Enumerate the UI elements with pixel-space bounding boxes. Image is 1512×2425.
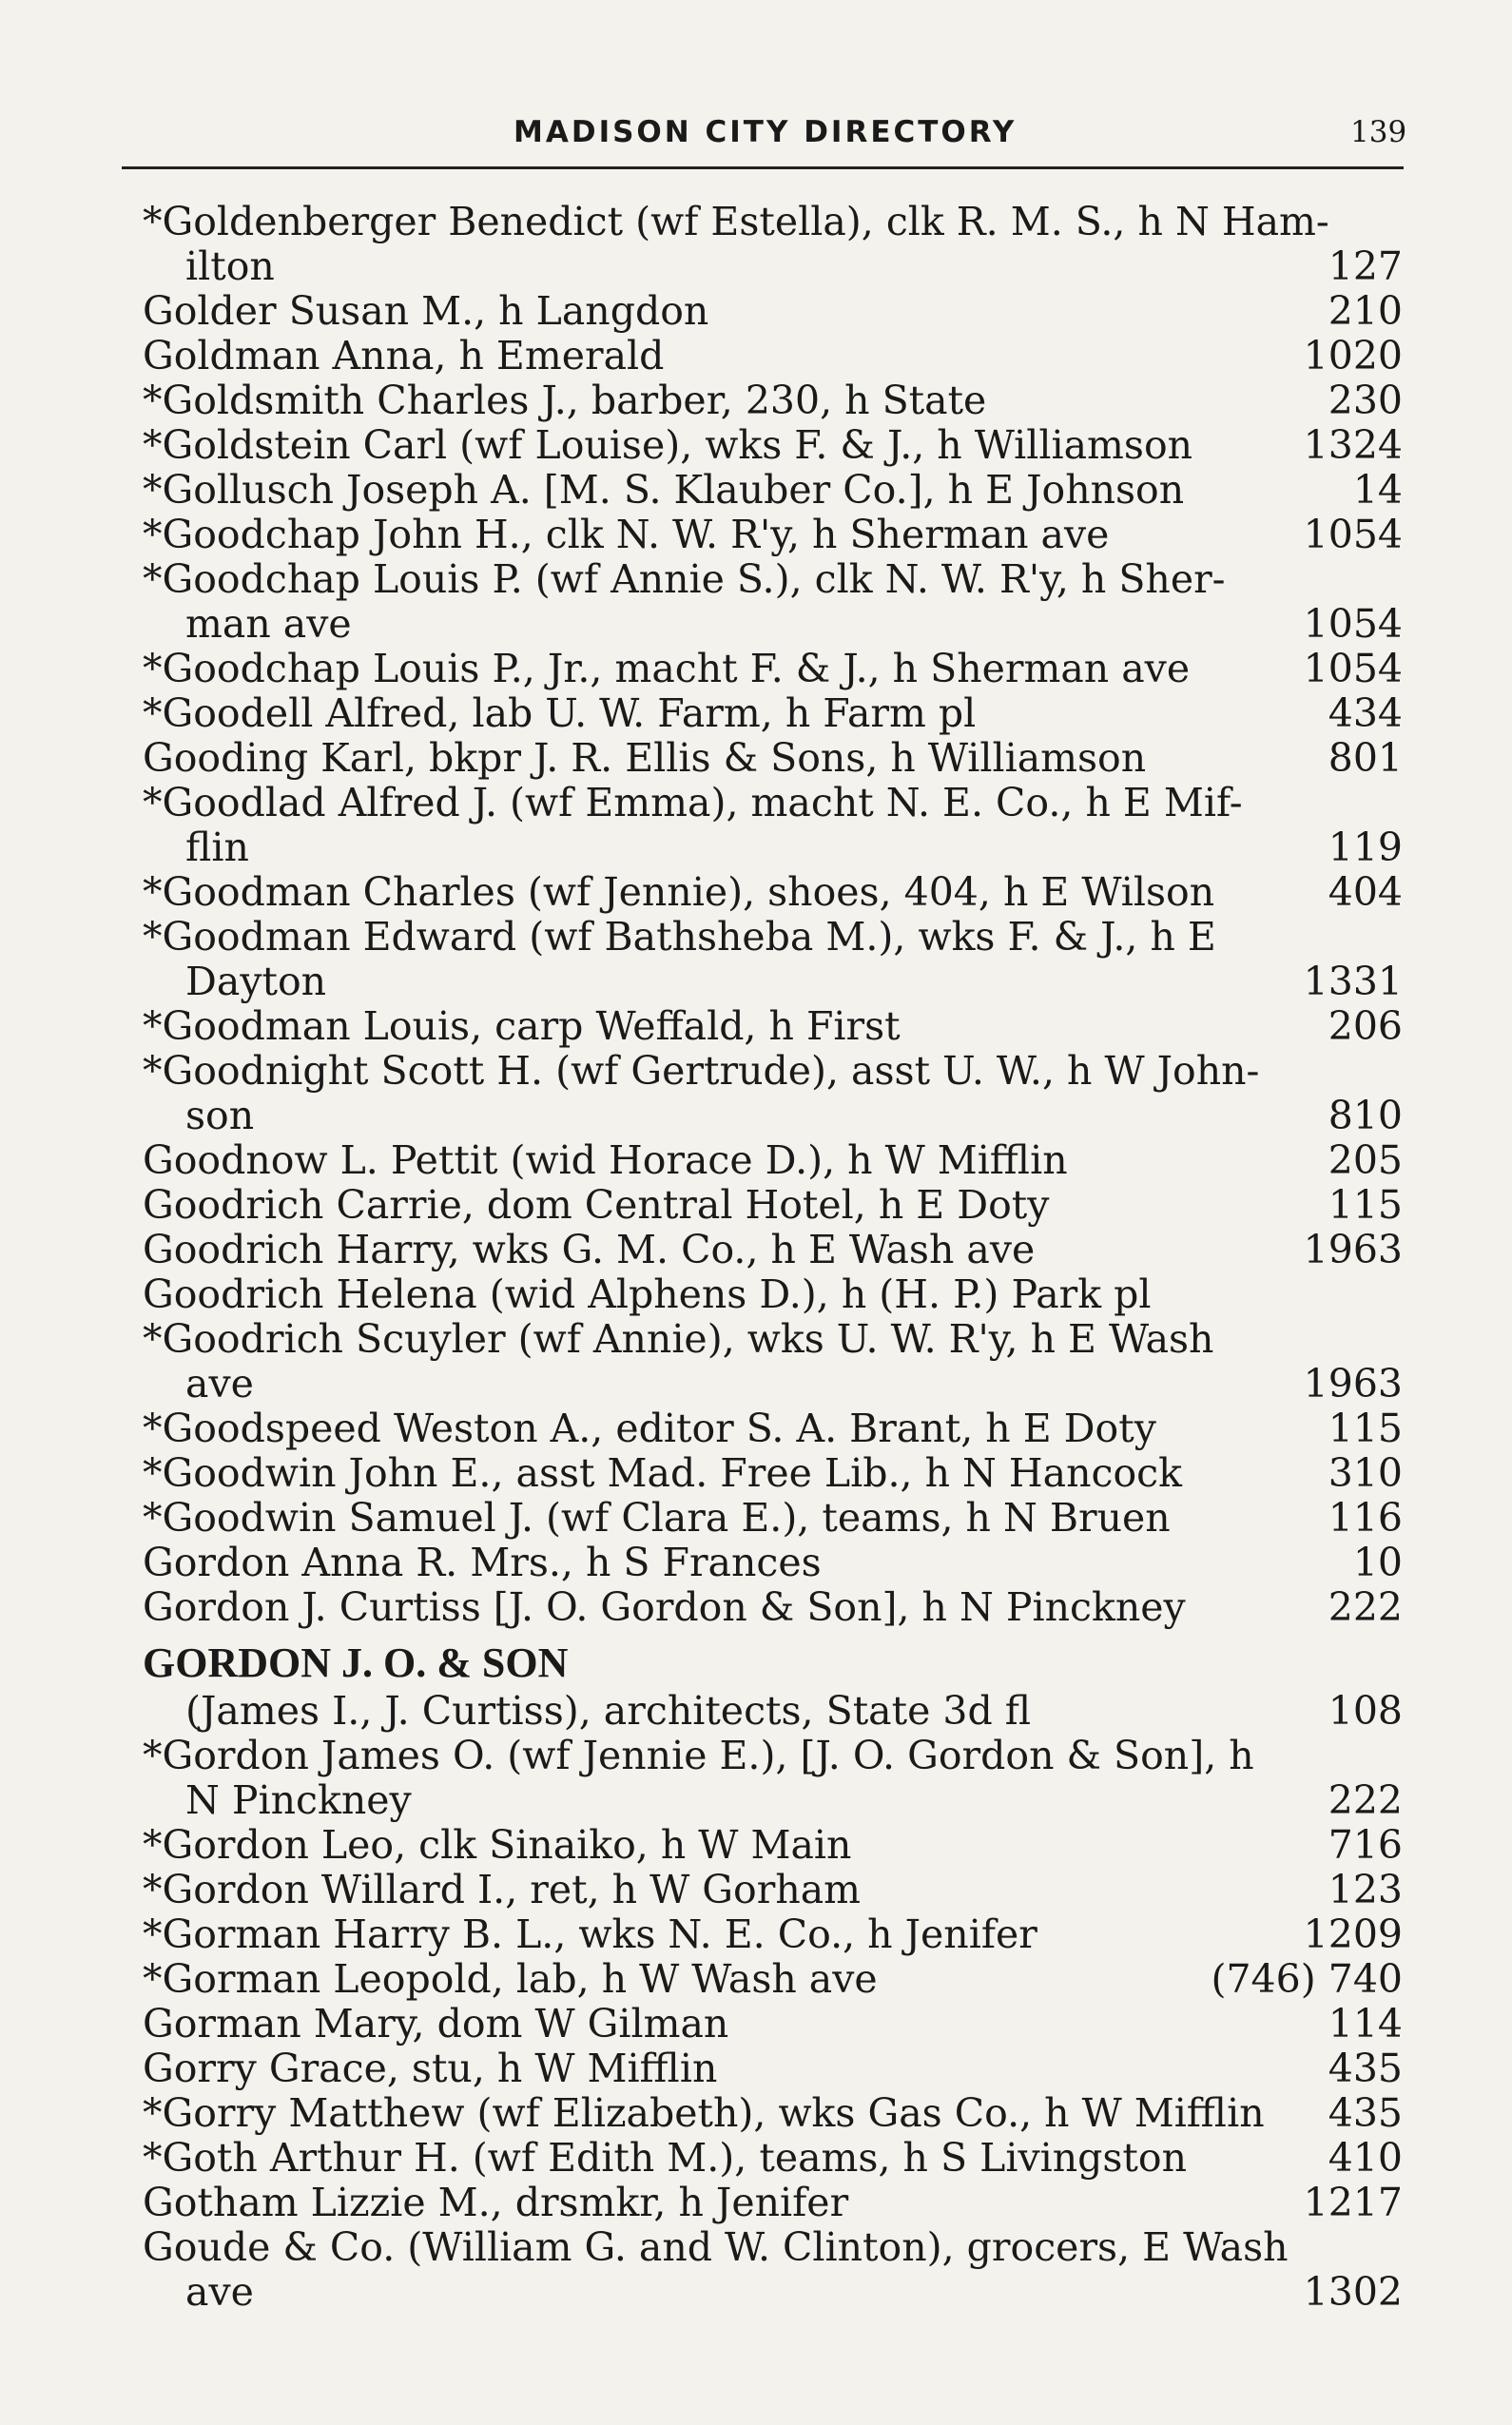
house-number: 1054: [1303, 646, 1403, 691]
house-number: 410: [1328, 2135, 1403, 2181]
entry-text: flin: [185, 824, 249, 870]
directory-entry: [0, 1004, 1512, 1049]
entry-line: [0, 557, 1512, 602]
entry-line: [0, 200, 1512, 244]
directory-entry: [0, 1138, 1512, 1183]
directory-entry: [0, 2136, 1512, 2181]
directory-entry: [0, 1912, 1512, 1957]
entry-line: [0, 602, 1512, 647]
directory-entry: [0, 2181, 1512, 2225]
directory-entry: [0, 736, 1512, 781]
entry-text: *Goodwin John E., asst Mad. Free Lib., h N Hancock: [143, 1450, 1182, 1496]
entry-text: *Goodchap Louis P., Jr., macht F. & J., h Sherman ave: [143, 646, 1191, 691]
entry-line: [0, 468, 1512, 513]
entry-line: [0, 1689, 1512, 1734]
page-header: [0, 109, 1512, 166]
directory-entry: [0, 1183, 1512, 1228]
entry-line: [0, 1585, 1512, 1630]
entry-text: *Goodspeed Weston A., editor S. A. Brant, h E Doty: [143, 1406, 1156, 1451]
entry-text: *Goodrich Scuyler (wf Annie), wks U. W. R'y, h E Wash: [143, 1316, 1214, 1362]
entry-line: [0, 2136, 1512, 2181]
house-number: 108: [1328, 1688, 1403, 1734]
house-number: 114: [1328, 2001, 1403, 2047]
directory-entry: [0, 1868, 1512, 1912]
entry-text: *Gorman Leopold, lab, h W Wash ave: [143, 1956, 878, 2002]
entry-line: [0, 1734, 1512, 1778]
entry-line: [0, 915, 1512, 960]
entry-text: Dayton: [185, 959, 327, 1004]
directory-entry: [0, 1541, 1512, 1585]
directory-entry: [0, 691, 1512, 736]
house-number: 115: [1328, 1182, 1403, 1228]
entry-line: [0, 960, 1512, 1004]
entry-line: [0, 1317, 1512, 1362]
entry-line: [0, 1823, 1512, 1868]
house-number: 801: [1328, 735, 1403, 781]
entry-text: Gordon Anna R. Mrs., h S Frances: [143, 1540, 822, 1585]
entry-text: Goodrich Harry, wks G. M. Co., h E Wash ave: [143, 1227, 1036, 1272]
house-number: (746) 740: [1211, 1956, 1403, 2002]
directory-entry: [0, 1317, 1512, 1406]
house-number: 1054: [1303, 512, 1403, 557]
directory-entry: [0, 1496, 1512, 1541]
house-number: 206: [1328, 1003, 1403, 1049]
entry-text: *Goth Arthur H. (wf Edith M.), teams, h S Livingston: [143, 2135, 1187, 2181]
entry-line: [0, 1228, 1512, 1272]
entry-line: [0, 691, 1512, 736]
entry-line: [0, 244, 1512, 289]
entry-text: *Goodman Charles (wf Jennie), shoes, 404, h E Wilson: [143, 869, 1215, 915]
house-number: 14: [1352, 467, 1403, 513]
entry-text: ave: [185, 2269, 254, 2315]
house-number: 1963: [1303, 1361, 1403, 1406]
entry-text: *Gollusch Joseph A. [M. S. Klauber Co.], h E Johnson: [143, 467, 1185, 513]
entry-line: [0, 1541, 1512, 1585]
house-number: 716: [1328, 1822, 1403, 1868]
house-number: 1020: [1303, 333, 1403, 378]
entry-text: *Goodell Alfred, lab U. W. Farm, h Farm pl: [143, 690, 977, 736]
entry-line: [0, 1451, 1512, 1496]
house-number: 810: [1328, 1093, 1403, 1138]
directory-entry: [0, 1957, 1512, 2002]
entry-text: *Gordon James O. (wf Jennie E.), [J. O. Gordon & Son], h: [143, 1733, 1254, 1778]
entry-text: *Gordon Leo, clk Sinaiko, h W Main: [143, 1822, 852, 1868]
entry-line: [0, 1183, 1512, 1228]
entry-line: [0, 1778, 1512, 1823]
house-number: 127: [1328, 243, 1403, 289]
house-number: 1217: [1303, 2180, 1403, 2225]
entry-line: [0, 1362, 1512, 1406]
entry-text: Goodnow L. Pettit (wid Horace D.), h W Mifflin: [143, 1137, 1068, 1183]
entry-line: [0, 513, 1512, 557]
entry-line: [0, 647, 1512, 691]
house-number: 1302: [1303, 2269, 1403, 2315]
directory-entries: [0, 200, 1512, 2315]
house-number: 1331: [1303, 959, 1403, 1004]
entry-line: [0, 378, 1512, 423]
entry-text: *Gorry Matthew (wf Elizabeth), wks Gas Co., h W Mifflin: [143, 2090, 1265, 2136]
entry-text: *Goodchap John H., clk N. W. R'y, h Sherman ave: [143, 512, 1110, 557]
entry-text: N Pinckney: [185, 1777, 412, 1823]
directory-entry: [0, 423, 1512, 468]
house-number: 222: [1328, 1777, 1403, 1823]
house-number: 404: [1328, 869, 1403, 915]
house-number: 1324: [1303, 422, 1403, 468]
entry-text: *Goodman Edward (wf Bathsheba M.), wks F. & J., h E: [143, 914, 1216, 960]
directory-entry: [0, 1272, 1512, 1317]
directory-entry: [0, 513, 1512, 557]
house-number: 1963: [1303, 1227, 1403, 1272]
entry-text: *Goodlad Alfred J. (wf Emma), macht N. E. Co., h E Mif-: [143, 780, 1243, 825]
entry-text: Goude & Co. (William G. and W. Clinton), grocers, E Wash: [143, 2224, 1289, 2270]
entry-line: [0, 736, 1512, 781]
entry-text: *Goldenberger Benedict (wf Estella), clk R. M. S., h N Ham-: [143, 199, 1329, 244]
house-number: 10: [1352, 1540, 1403, 1585]
entry-text: *Goodman Louis, carp Weffald, h First: [143, 1003, 901, 1049]
entry-line: [0, 1912, 1512, 1957]
entry-text: *Goodwin Samuel J. (wf Clara E.), teams, h N Bruen: [143, 1495, 1171, 1541]
entry-line: [0, 1406, 1512, 1451]
entry-line: [0, 423, 1512, 468]
house-number: 1209: [1303, 1911, 1403, 1957]
directory-entry: [0, 200, 1512, 289]
house-number: 1054: [1303, 601, 1403, 647]
header-rule: [122, 166, 1404, 169]
directory-entry: [0, 2002, 1512, 2047]
entry-text: man ave: [185, 601, 352, 647]
entry-line: [0, 1138, 1512, 1183]
house-number: 222: [1328, 1584, 1403, 1630]
directory-entry: [0, 468, 1512, 513]
entry-text: Gotham Lizzie M., drsmkr, h Jenifer: [143, 2180, 849, 2225]
house-number: 310: [1328, 1450, 1403, 1496]
directory-entry: [0, 2047, 1512, 2091]
directory-entry: [0, 870, 1512, 915]
entry-line: [0, 1630, 1512, 1689]
directory-entry: [0, 378, 1512, 423]
entry-text: Goodrich Carrie, dom Central Hotel, h E Doty: [143, 1182, 1050, 1228]
entry-text: *Goodchap Louis P. (wf Annie S.), clk N. W. R'y, h Sher-: [143, 556, 1226, 602]
entry-text: Golder Susan M., h Langdon: [143, 288, 709, 334]
entry-line: [0, 1094, 1512, 1138]
directory-entry: [0, 289, 1512, 334]
page-number: 139: [1350, 115, 1407, 149]
entry-text: Gorry Grace, stu, h W Mifflin: [143, 2046, 718, 2091]
house-number: 230: [1328, 378, 1403, 423]
entry-text: Goodrich Helena (wid Alphens D.), h (H. P.) Park pl: [143, 1271, 1152, 1317]
entry-text: ave: [185, 1361, 254, 1406]
directory-entry: [0, 2091, 1512, 2136]
house-number: 435: [1328, 2046, 1403, 2091]
entry-text: son: [185, 1093, 255, 1138]
entry-text: Gooding Karl, bkpr J. R. Ellis & Sons, h Williamson: [143, 735, 1147, 781]
entry-line: [0, 334, 1512, 378]
entry-line: [0, 2181, 1512, 2225]
entry-text: *Gordon Willard I., ret, h W Gorham: [143, 1867, 862, 1912]
house-number: 434: [1328, 690, 1403, 736]
entry-line: [0, 825, 1512, 870]
directory-entry: [0, 647, 1512, 691]
entry-line: [0, 2047, 1512, 2091]
entry-line: [0, 2270, 1512, 2315]
directory-entry: [0, 1585, 1512, 1630]
directory-entry: [0, 557, 1512, 647]
directory-entry: [0, 1049, 1512, 1138]
directory-entry: [0, 1734, 1512, 1823]
house-number: 435: [1328, 2090, 1403, 2136]
entry-text: *Goldsmith Charles J., barber, 230, h State: [143, 378, 987, 423]
entry-line: [0, 870, 1512, 915]
entry-line: [0, 2002, 1512, 2047]
house-number: 210: [1328, 288, 1403, 334]
entry-line: [0, 289, 1512, 334]
page-title: MADISON CITY DIRECTORY: [514, 115, 1018, 149]
entry-line: [0, 1272, 1512, 1317]
house-number: 123: [1328, 1867, 1403, 1912]
directory-entry: [0, 915, 1512, 1004]
house-number: 205: [1328, 1137, 1403, 1183]
directory-banner-entry: [0, 1630, 1512, 1734]
directory-entry: [0, 2225, 1512, 2315]
entry-text: *Goodnight Scott H. (wf Gertrude), asst U. W., h W John-: [143, 1048, 1260, 1094]
directory-entry: [0, 1228, 1512, 1272]
house-number: 119: [1328, 824, 1403, 870]
directory-entry: [0, 334, 1512, 378]
entry-text: ilton: [185, 243, 275, 289]
entry-text: (James I., J. Curtiss), architects, State 3d fl: [185, 1688, 1032, 1734]
entry-line: [0, 1049, 1512, 1094]
entry-text: Gordon J. Curtiss [J. O. Gordon & Son], h N Pinckney: [143, 1584, 1186, 1630]
directory-entry: [0, 1823, 1512, 1868]
entry-line: [0, 2225, 1512, 2270]
entry-text: Gorman Mary, dom W Gilman: [143, 2001, 729, 2047]
house-number: 116: [1328, 1495, 1403, 1541]
entry-text: *Goldstein Carl (wf Louise), wks F. & J., h Williamson: [143, 422, 1193, 468]
entry-line: [0, 781, 1512, 825]
entry-text: *Gorman Harry B. L., wks N. E. Co., h Jenifer: [143, 1911, 1037, 1957]
entry-line: [0, 1868, 1512, 1912]
entry-text: Goldman Anna, h Emerald: [143, 333, 665, 378]
directory-entry: [0, 1451, 1512, 1496]
banner-heading: GORDON J. O. & SON: [143, 1639, 569, 1686]
directory-entry: [0, 1406, 1512, 1451]
entry-line: [0, 1496, 1512, 1541]
house-number: 115: [1328, 1406, 1403, 1451]
directory-entry: [0, 781, 1512, 870]
entry-line: [0, 1957, 1512, 2002]
entry-line: [0, 1004, 1512, 1049]
entry-line: [0, 2091, 1512, 2136]
